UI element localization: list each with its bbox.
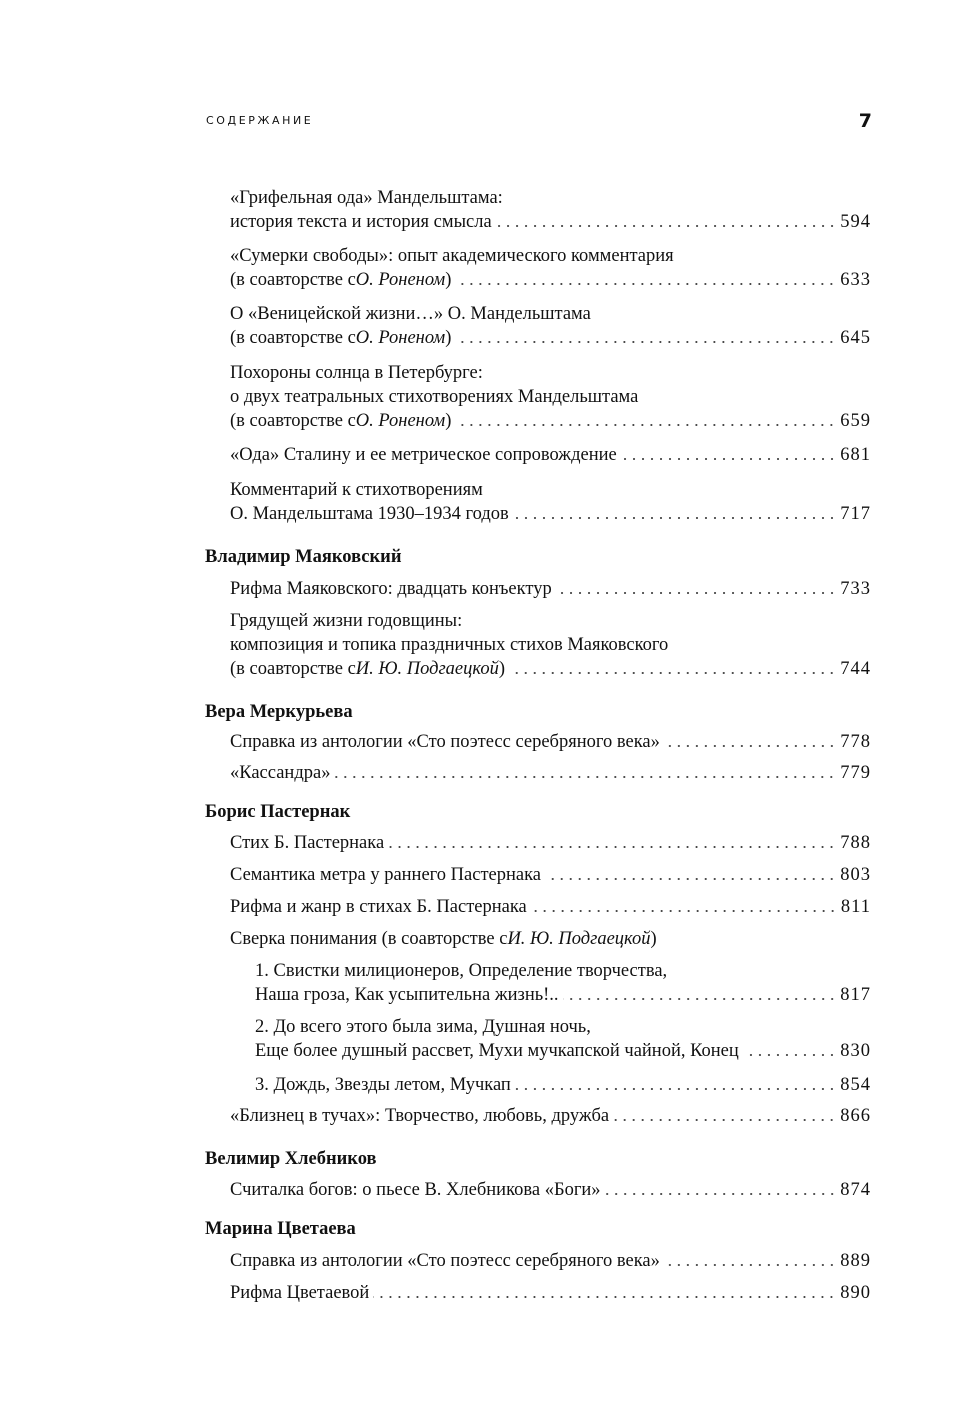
dot-leader	[531, 909, 837, 913]
entry-title: О. Мандельштама 1930–1934 годов	[230, 504, 509, 524]
entry-title: Наша гроза, Как усыпительна жизнь!..	[255, 985, 559, 1005]
toc-entry[interactable]	[230, 831, 871, 855]
entry-page: 681	[840, 445, 871, 465]
dot-leader	[515, 1087, 836, 1091]
entry-page: 779	[840, 763, 871, 783]
entry-page: 778	[840, 732, 871, 752]
entry-page: 817	[840, 985, 871, 1005]
entry-title: Похороны солнца в Петербурге:	[230, 363, 483, 383]
entry-title: Рифма и жанр в стихах Б. Пастернака	[230, 897, 527, 917]
running-title: СОДЕРЖАНИЕ	[206, 114, 314, 127]
entry-title: )	[445, 411, 452, 431]
entry-page: 890	[840, 1283, 871, 1303]
toc-entry[interactable]	[230, 609, 871, 681]
entry-page: 889	[840, 1251, 871, 1271]
entry-title: Считалка богов: о пьесе В. Хлебникова «Боги»	[230, 1180, 601, 1200]
entry-title: Сверка понимания (в соавторстве с	[230, 929, 508, 949]
toc-entry[interactable]	[230, 1281, 871, 1305]
entry-page: 803	[840, 865, 871, 885]
entry-title: (в соавторстве с	[230, 411, 356, 431]
entry-page: 633	[840, 270, 871, 290]
dot-leader	[513, 516, 836, 520]
coauthor: О. Роненом	[355, 328, 446, 348]
entry-page: 854	[840, 1075, 871, 1095]
entry-page: 788	[840, 833, 871, 853]
entry-title: «Близнец в тучах»: Творчество, любовь, дружба	[230, 1106, 610, 1126]
toc-entry[interactable]	[230, 927, 871, 951]
entry-title: )	[445, 270, 452, 290]
coauthor: И. Ю. Подгаецкой	[355, 659, 499, 679]
entry-title: О «Веницейской жизни…» О. Мандельштама	[230, 304, 591, 324]
entry-title: «Сумерки свободы»: опыт академического комментария	[230, 246, 674, 266]
entry-title: о двух театральных стихотворениях Мандельштама	[230, 387, 639, 407]
dot-leader	[388, 845, 836, 849]
entry-title: (в соавторстве с	[230, 270, 356, 290]
section-heading: Борис Пастернак	[205, 802, 351, 822]
entry-title: Стих Б. Пастернака	[230, 833, 385, 853]
toc-entry[interactable]	[230, 478, 871, 526]
entry-title: история текста и история смысла	[230, 212, 492, 232]
entry-page: 733	[840, 579, 871, 599]
entry-page: 594	[840, 212, 871, 232]
dot-leader	[545, 877, 836, 881]
entry-title: «Грифельная ода» Мандельштама:	[230, 188, 503, 208]
entry-title: Справка из антологии «Сто поэтесс серебряного века»	[230, 732, 660, 752]
entry-page: 659	[840, 411, 871, 431]
entry-page: 874	[840, 1180, 871, 1200]
dot-leader	[613, 1118, 836, 1122]
entry-page: 717	[840, 504, 871, 524]
entry-title: 1. Свистки милиционеров, Определение творчества,	[255, 961, 668, 981]
entry-title: 2. До всего этого была зима, Душная ночь,	[255, 1017, 591, 1037]
section-heading: Вера Меркурьева	[205, 702, 353, 722]
entry-page: 744	[840, 659, 871, 679]
entry-title: )	[498, 659, 506, 679]
entry-title: Грядущей жизни годовщины:	[230, 611, 463, 631]
toc-entry[interactable]	[230, 863, 871, 887]
dot-leader	[621, 457, 837, 461]
toc-entry[interactable]	[230, 1178, 871, 1202]
entry-page: 830	[840, 1041, 871, 1061]
entry-title: (в соавторстве с	[230, 328, 356, 348]
coauthor: О. Роненом	[355, 270, 446, 290]
dot-leader	[664, 1263, 836, 1267]
dot-leader	[334, 775, 836, 779]
toc-entry[interactable]	[230, 761, 871, 785]
entry-page: 645	[840, 328, 871, 348]
toc-entry[interactable]	[230, 730, 871, 754]
entry-title: «Ода» Сталину и ее метрическое сопровождение	[230, 445, 617, 465]
toc-entry[interactable]	[230, 302, 871, 350]
entry-title: Справка из антологии «Сто поэтесс серебряного века»	[230, 1251, 660, 1271]
toc-entry[interactable]	[230, 895, 871, 919]
dot-leader	[373, 1295, 836, 1299]
dot-leader	[509, 671, 836, 675]
toc-subentry[interactable]	[255, 959, 871, 1007]
entry-title: Рифма Маяковского: двадцать конъектур	[230, 579, 552, 599]
dot-leader	[496, 224, 837, 228]
dot-leader	[563, 997, 837, 1001]
entry-title: (в соавторстве с	[230, 659, 356, 679]
section-heading: Марина Цветаева	[205, 1219, 356, 1239]
coauthor: И. Ю. Подгаецкой	[507, 929, 651, 949]
entry-title: Комментарий к стихотворениям	[230, 480, 483, 500]
dot-leader	[743, 1053, 836, 1057]
toc-entry[interactable]	[230, 186, 871, 234]
page-number: 7	[858, 110, 872, 132]
entry-title: 3. Дождь, Звезды летом, Мучкап	[255, 1075, 511, 1095]
entry-title: композиция и топика праздничных стихов Маяковского	[230, 635, 669, 655]
toc-entry[interactable]	[230, 361, 871, 433]
dot-leader	[455, 282, 836, 286]
entry-title: Еще более душный рассвет, Мухи мучкапской чайной, Конец	[255, 1041, 739, 1061]
toc-entry[interactable]	[230, 443, 871, 467]
entry-title: Семантика метра у раннего Пастернака	[230, 865, 542, 885]
entry-page: 811	[840, 897, 871, 917]
toc-entry[interactable]	[230, 1249, 871, 1273]
entry-title: )	[650, 929, 657, 949]
toc-subentry[interactable]	[255, 1015, 871, 1063]
section-heading: Велимир Хлебников	[205, 1149, 377, 1169]
coauthor: О. Роненом	[355, 411, 446, 431]
toc-entry[interactable]	[230, 577, 871, 601]
entry-title: «Кассандра»	[230, 763, 331, 783]
dot-leader	[605, 1192, 837, 1196]
entry-page: 866	[840, 1106, 871, 1126]
dot-leader	[455, 340, 836, 344]
dot-leader	[664, 744, 836, 748]
toc-subentry[interactable]	[255, 1073, 871, 1097]
toc-entry[interactable]	[230, 1104, 871, 1128]
entry-title: )	[445, 328, 452, 348]
section-heading: Владимир Маяковский	[205, 547, 402, 567]
dot-leader	[556, 591, 837, 595]
dot-leader	[455, 423, 836, 427]
entry-title: Рифма Цветаевой	[230, 1283, 370, 1303]
toc-entry[interactable]	[230, 244, 871, 292]
